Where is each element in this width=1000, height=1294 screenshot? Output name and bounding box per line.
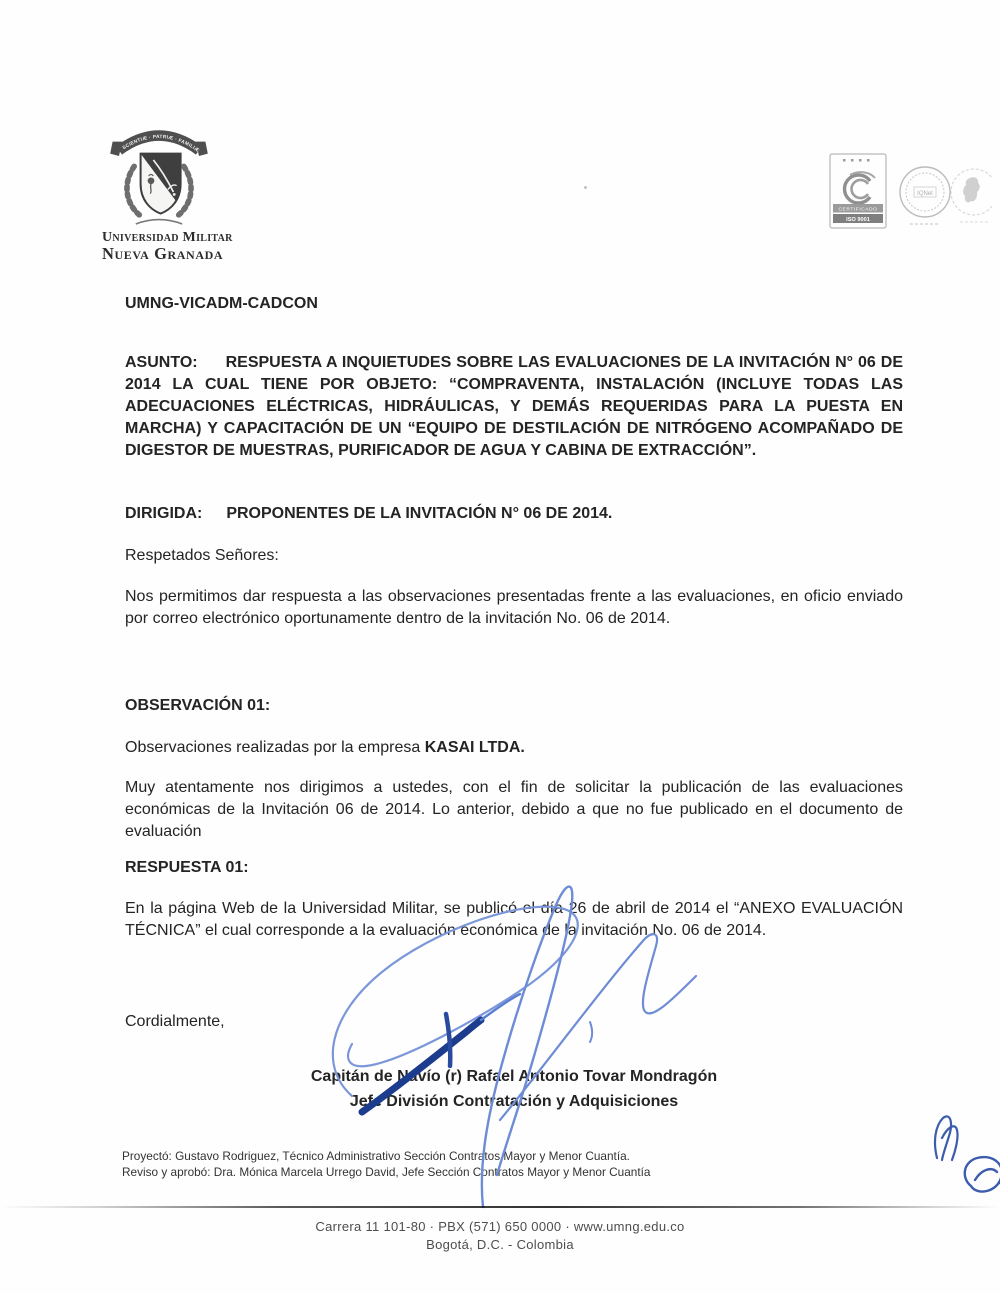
footer-city-line: Bogotá, D.C. - Colombia xyxy=(426,1237,574,1252)
colombia-seal-icon xyxy=(951,169,992,222)
addressed-label: DIRIGIDA: xyxy=(125,505,203,522)
svg-text:ISO 9001: ISO 9001 xyxy=(846,216,870,223)
certification-badges xyxy=(822,148,992,243)
addressed-line xyxy=(125,503,903,525)
observation-company-name: KASAI LTDA. xyxy=(424,739,525,756)
subject-text: RESPUESTA A INQUIETUDES SOBRE LAS EVALUACIONES DE LA INVITACIÓN N° 06 DE 2014 LA CUAL TIENE POR OBJETO: “COMPRAVENTA, INSTALACIÓN (INCLUYE TODAS LAS ADECUACIONES ELÉCTRICAS, HIDRÁULICAS, Y DEMÁS REQUERIDAS PARA LA PUESTA EN MARCHA) Y CAPACITACIÓN DE UN “EQUIPO DE DESTILACIÓN DE NITRÓGENO ACOMPAÑADO DE DIGESTOR DE MUESTRAS, PURIFICADOR DE AGUA Y CABINA DE EXTRACCIÓN”. xyxy=(125,354,903,459)
subject-paragraph xyxy=(125,352,903,462)
university-name-line2: Nueva Granada xyxy=(102,244,224,263)
signer-name: Capitán de Navío (r) Rafael Antonio Tovar Mondragón xyxy=(310,1068,718,1085)
svg-text:IQNet: IQNet xyxy=(917,191,933,197)
addressed-text: PROPONENTES DE LA INVITACIÓN N° 06 DE 2014. xyxy=(226,505,613,522)
iqnet-seal-icon xyxy=(900,167,950,224)
observation-company-line xyxy=(125,737,903,759)
response-body: En la página Web de la Universidad Militar, se publicó el día 26 de abril de 2014 el “ANEXO EVALUACIÓN TÉCNICA” el cual corresponde a la evaluación económica de la invitación No. 06 de 2014. xyxy=(125,900,903,939)
closing: Cordialmente, xyxy=(125,1013,225,1030)
subject-label: ASUNTO: xyxy=(125,354,198,371)
svg-text:CERTIFICADO: CERTIFICADO xyxy=(838,207,878,213)
observation-heading: OBSERVACIÓN 01: xyxy=(125,697,271,714)
signer-title: Jefe División Contratación y Adquisiciones xyxy=(349,1093,679,1110)
footer xyxy=(0,1218,1000,1254)
crest-banner-text: SCIENTIÆ · PATRIÆ · FAMILIÆ xyxy=(122,134,200,154)
signature-block xyxy=(125,1064,903,1114)
intro-paragraph: Nos permitimos dar respuesta a las observaciones presentadas frente a las evaluaciones, en oficio enviado por correo electrónico oportunamente dentro de la invitación No. 06 de 2014. xyxy=(125,588,903,627)
iso-9001-badge-icon xyxy=(830,154,886,228)
university-crest-icon xyxy=(95,120,223,228)
salutation: Respetados Señores: xyxy=(125,547,279,564)
footer-divider xyxy=(0,1206,1000,1208)
footnote-reviso: Reviso y aprobó: Dra. Mónica Marcela Urrego David, Jefe Sección Contratos Mayor y Menor Cuantía xyxy=(122,1165,651,1179)
university-name-line1: Universidad Militar xyxy=(102,230,233,245)
footer-address-line: Carrera 11 101-80 · PBX (571) 650 0000 · www.umng.edu.co xyxy=(315,1219,685,1234)
observation-intro-text: Observaciones realizadas por la empresa xyxy=(125,739,425,756)
footnote-proyecto: Proyectó: Gustavo Rodriguez, Técnico Administrativo Sección Contratos Mayor y Menor Cuantía. xyxy=(122,1149,630,1163)
document-footnotes xyxy=(122,1148,922,1180)
observation-body: Muy atentamente nos dirigimos a ustedes, con el fin de solicitar la publicación de las evaluaciones económicas de la Invitación 06 de 2014. Lo anterior, debido a que no fue publicado en el documento de evaluación xyxy=(125,779,903,840)
response-heading: RESPUESTA 01: xyxy=(125,859,249,876)
reference-code: UMNG-VICADM-CADCON xyxy=(125,295,318,312)
scan-speck xyxy=(584,186,587,189)
university-logo xyxy=(95,120,265,262)
